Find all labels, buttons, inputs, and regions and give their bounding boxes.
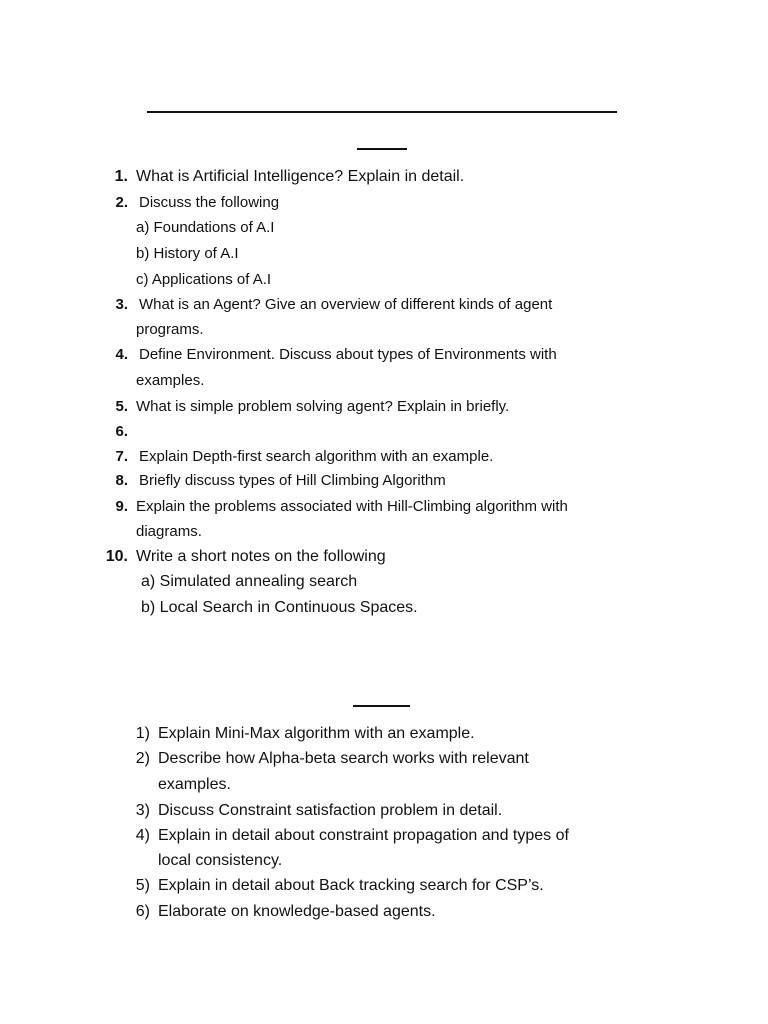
- question-number: 6.: [115, 423, 128, 440]
- question-number: 1): [135, 725, 150, 742]
- question-text: Discuss the following: [139, 194, 280, 211]
- question-text: Explain the problems associated with Hill-Climbing algorithm with: [136, 498, 568, 515]
- question-number: 8.: [115, 472, 128, 489]
- question-number: 3): [135, 802, 150, 819]
- question-subitem: b) Local Search in Continuous Spaces.: [141, 599, 418, 616]
- question-text-continued: programs.: [136, 321, 204, 338]
- question-number: 6): [135, 903, 150, 920]
- question-text: Explain Depth-first search algorithm with an example.: [139, 448, 494, 465]
- question-number: 5.: [115, 398, 128, 415]
- question-text-continued: local consistency.: [158, 852, 283, 869]
- question-number: 4): [135, 827, 150, 844]
- question-text: Define Environment. Discuss about types of Environments with: [139, 346, 557, 363]
- question-number: 2): [135, 750, 150, 767]
- question-number: 10.: [105, 548, 128, 565]
- question-text-continued: examples.: [136, 372, 205, 389]
- question-number: 3.: [115, 296, 128, 313]
- question-text: Describe how Alpha-beta search works with relevant: [158, 750, 529, 767]
- question-text: What is Artificial Intelligence? Explain in detail.: [136, 168, 465, 185]
- title-underline: [147, 111, 617, 113]
- question-number: 1.: [114, 168, 128, 185]
- question-subitem: c) Applications of A.I: [136, 271, 272, 288]
- question-text: Briefly discuss types of Hill Climbing Algorithm: [139, 472, 446, 489]
- unit2-heading-underline: [353, 705, 410, 707]
- question-number: 7.: [115, 448, 128, 465]
- question-subitem: b) History of A.I: [136, 245, 239, 262]
- question-text-continued: examples.: [158, 776, 231, 793]
- question-text: Write a short notes on the following: [136, 548, 386, 565]
- question-number: 9.: [115, 498, 128, 515]
- question-text: Discuss Constraint satisfaction problem in detail.: [158, 802, 503, 819]
- question-subitem: a) Foundations of A.I: [136, 219, 275, 236]
- question-text: What is an Agent? Give an overview of different kinds of agent: [139, 296, 553, 313]
- question-text-continued: diagrams.: [136, 523, 202, 540]
- question-text: Explain in detail about Back tracking search for CSP’s.: [158, 877, 544, 894]
- question-number: 5): [135, 877, 150, 894]
- question-number: 4.: [115, 346, 128, 363]
- question-text: Explain Mini-Max algorithm with an example.: [158, 725, 475, 742]
- question-number: 2.: [115, 194, 128, 211]
- question-text: Elaborate on knowledge-based agents.: [158, 903, 436, 920]
- unit1-heading-underline: [357, 148, 407, 150]
- question-text: What is simple problem solving agent? Explain in briefly.: [136, 398, 510, 415]
- question-subitem: a) Simulated annealing search: [141, 573, 358, 590]
- question-text: Explain in detail about constraint propagation and types of: [158, 827, 569, 844]
